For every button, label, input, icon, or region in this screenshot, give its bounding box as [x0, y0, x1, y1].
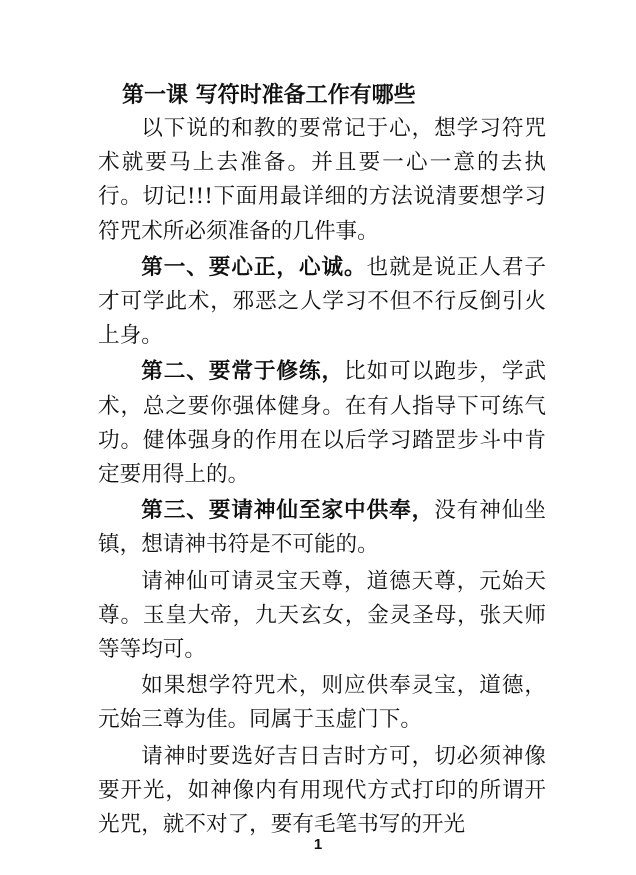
point-two-text: 比如可以跑步，学武术，总之要你强体健身。在有人指导下可练气功。健体强身的作用在以后学习踏罡步斗中肯定要用得上的。 — [98, 359, 546, 488]
page-number: 1 — [313, 836, 323, 853]
body-text — [98, 112, 546, 842]
paragraph-deities — [98, 565, 546, 668]
paragraph-consecration-text: 请神时要选好吉日吉时方可，切必须神像要开光，如神像内有用现代方式打印的所谓开光咒，就不对了，要有毛笔书写的开光 — [98, 743, 546, 838]
paragraph-three-pure-ones-text: 如果想学符咒术，则应供奉灵宝，道德，元始三尊为佳。同属于玉虚门下。 — [98, 673, 546, 733]
point-three-text: 没有神仙坐镇，想请神书符是不可能的。 — [98, 498, 546, 558]
paragraph-point-three — [98, 494, 546, 562]
paragraph-three-pure-ones — [98, 669, 546, 737]
lesson-title: 第一课 写符时准备工作有哪些 — [122, 82, 416, 108]
paragraph-intro-text: 以下说的和教的要常记于心，想学习符咒术就要马上去准备。并且要一心一意的去执行。切记!!!下面用最详细的方法说清要想学习符咒术所必须准备的几件事。 — [98, 116, 546, 244]
point-three-heading: 第三、要请神仙至家中供奉， — [141, 498, 435, 524]
paragraph-deities-text: 请神仙可请灵宝天尊，道德天尊，元始天尊。玉皇大帝，九天玄女，金灵圣母，张天师等等均可。 — [98, 568, 546, 663]
point-two-heading: 第二、要常于修练， — [141, 359, 345, 385]
paragraph-point-two — [98, 355, 546, 492]
paragraph-intro — [98, 112, 546, 249]
point-one-text: 也就是说正人君子才可学此术，邪恶之人学习不但不行反倒引火上身。 — [98, 254, 546, 349]
paragraph-consecration — [98, 740, 546, 843]
point-one-heading: 第一、要心正，心诚。 — [141, 254, 367, 280]
paragraph-point-one — [98, 251, 546, 354]
